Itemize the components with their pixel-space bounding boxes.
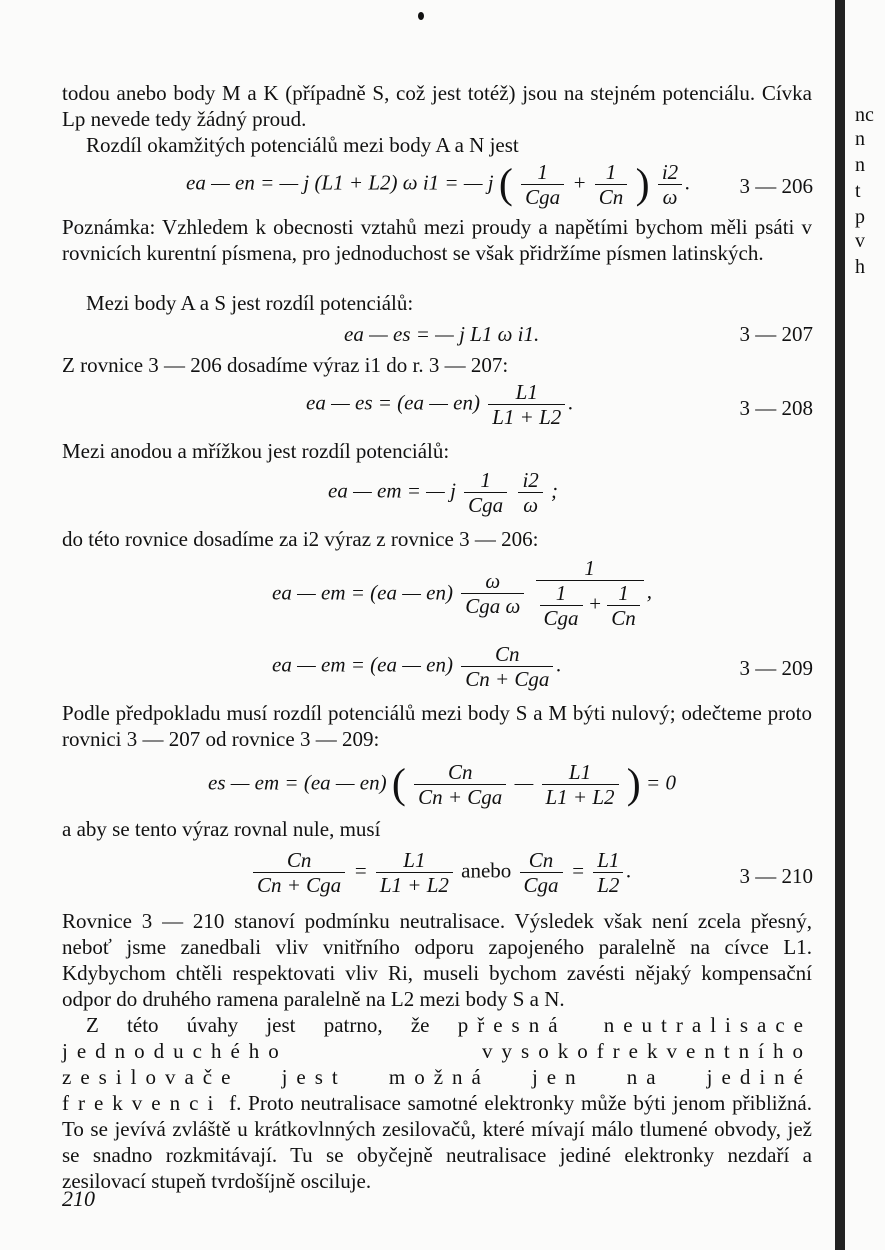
paragraph-difference-as — [62, 290, 812, 316]
adjacent-page-edge: nc n n t p v h — [825, 0, 885, 1250]
emphasized-text: přesná neutralisace jednoduchého vysokofrekventního zesilovače jest možná jen na jediné frekvenci — [62, 1013, 813, 1115]
equation-3-206: ea — en = — j (L1 + L2) ω i1 = — j ( $\frac{1}{\text{Cga}}$ + $\frac{1}{Cn}$ ) $\frac{i2}{\omega}$ . — [186, 160, 691, 209]
equation-3-208: ea — es = (ea — en) $\frac{L1}{L1 + L2}$ . — [306, 380, 574, 429]
paragraph-note — [62, 214, 812, 266]
difference-as-text: Mezi body A a S jest rozdíl potenciálů: — [86, 291, 414, 315]
paragraph-substitute — [62, 352, 812, 378]
paragraph-difference-an — [62, 132, 812, 158]
equation-number-209: 3 — 209 — [739, 656, 813, 680]
substitute-text: Z rovnice 3 — 206 dosadíme výraz i1 do r. 3 — 207: — [62, 353, 509, 377]
equation-3-209: ea — em = (ea — en) $\frac{Cn}{\text{Cn + Cga}}$ . — [272, 642, 562, 691]
equation-anode-grid: ea — em = — j $\frac{1}{\text{Cga}}$ $\frac{i2}{\omega}$ ; — [328, 468, 559, 517]
equation-number-210: 3 — 210 — [739, 864, 813, 888]
paragraph-equal-zero — [62, 816, 812, 842]
note-text: Poznámka: Vzhledem k obecnosti vztahů mezi proudy a napětími bychom měli psáti v rovnicích kurentní písmena, pro jednoduchost se však přidržíme písmen latinských. — [62, 215, 812, 265]
paragraph-substitute-i2 — [62, 526, 812, 552]
paragraph-anode-grid — [62, 438, 812, 464]
subtract-text: Podle předpokladu musí rozdíl potenciálů mezi body S a M býti nulový; odečteme proto rovnici 3 — 207 od rovnice 3 — 209: — [62, 701, 812, 751]
difference-an-text: Rozdíl okamžitých potenciálů mezi body A a N jest — [86, 133, 519, 157]
substitute-i2-text: do této rovnice dosadíme za i2 výraz z rovnice 3 — 206: — [62, 527, 539, 551]
intro-text: todou anebo body M a K (případně S, což jest totéž) jsou na stejném potenciálu. Cívka Lp nevede tedy žádný proud. — [62, 81, 812, 131]
binding-shadow — [835, 0, 845, 1250]
paragraph-subtract — [62, 700, 812, 752]
equation-anode-grid-expanded: ea — em = (ea — en) $\frac{\omega}{\text{Cga ω}}$ 1 $\frac{1}{\text{Cga}}$ + $\frac{1}{Cn}$ , — [272, 556, 652, 630]
paragraph-intro — [62, 80, 812, 132]
equation-s-m-difference: es — em = (ea — en) ( $\frac{Cn}{\text{Cn + Cga}}$ — $\frac{L1}{L1 + L2}$ ) = 0 — [208, 760, 676, 809]
paragraph-neutralisation-condition — [62, 908, 812, 1012]
equation-3-210: $\frac{Cn}{\text{Cn + Cga}}$ = $\frac{L1}{L1 + L2}$ anebo $\frac{Cn}{\text{Cga}}$ = $\frac{L1}{L2}$ . — [250, 848, 632, 897]
anode-grid-text: Mezi anodou a mřížkou jest rozdíl potenciálů: — [62, 439, 450, 463]
equation-number-206: 3 — 206 — [739, 174, 813, 198]
neutralisation-condition-text: Rovnice 3 — 210 stanoví podmínku neutralisace. Výsledek však není zcela přesný, neboť jsme zanedbali vliv vnitřního odporu zapojeného paralelně na cívce L1. Kdybychom chtěli respektovati vliv Ri, museli bychom zavésti nějaký kompensační odpor do druhého ramena paralelně na L2 mezi body S a N. — [62, 909, 812, 1011]
equal-zero-text: a aby se tento výraz rovnal nule, musí — [62, 817, 381, 841]
ink-speck — [418, 12, 424, 20]
equation-3-207: ea — es = — j L1 ω i1. — [344, 322, 540, 346]
equation-number-207: 3 — 207 — [739, 322, 813, 346]
paragraph-conclusion: Z této úvahy jest patrno, že přesná neutralisace jednoduchého vysokofrekventního zesilovače jest možná jen na jediné frekvenci f. Proto neutralisace samotné elektronky může býti jenom přibližná. To se jevívá zvláště u krátkovlnných zesilovačů, které mívají málo tlumené obvody, jež se snadno rozkmitávají. Tu se obyčejně neutralisace jediné elektronky nezdaří a zesilovací stupeň tvrdošíjně osciluje. — [62, 1013, 813, 1193]
page-number: 210 — [62, 1186, 95, 1211]
equation-number-208: 3 — 208 — [739, 396, 813, 420]
